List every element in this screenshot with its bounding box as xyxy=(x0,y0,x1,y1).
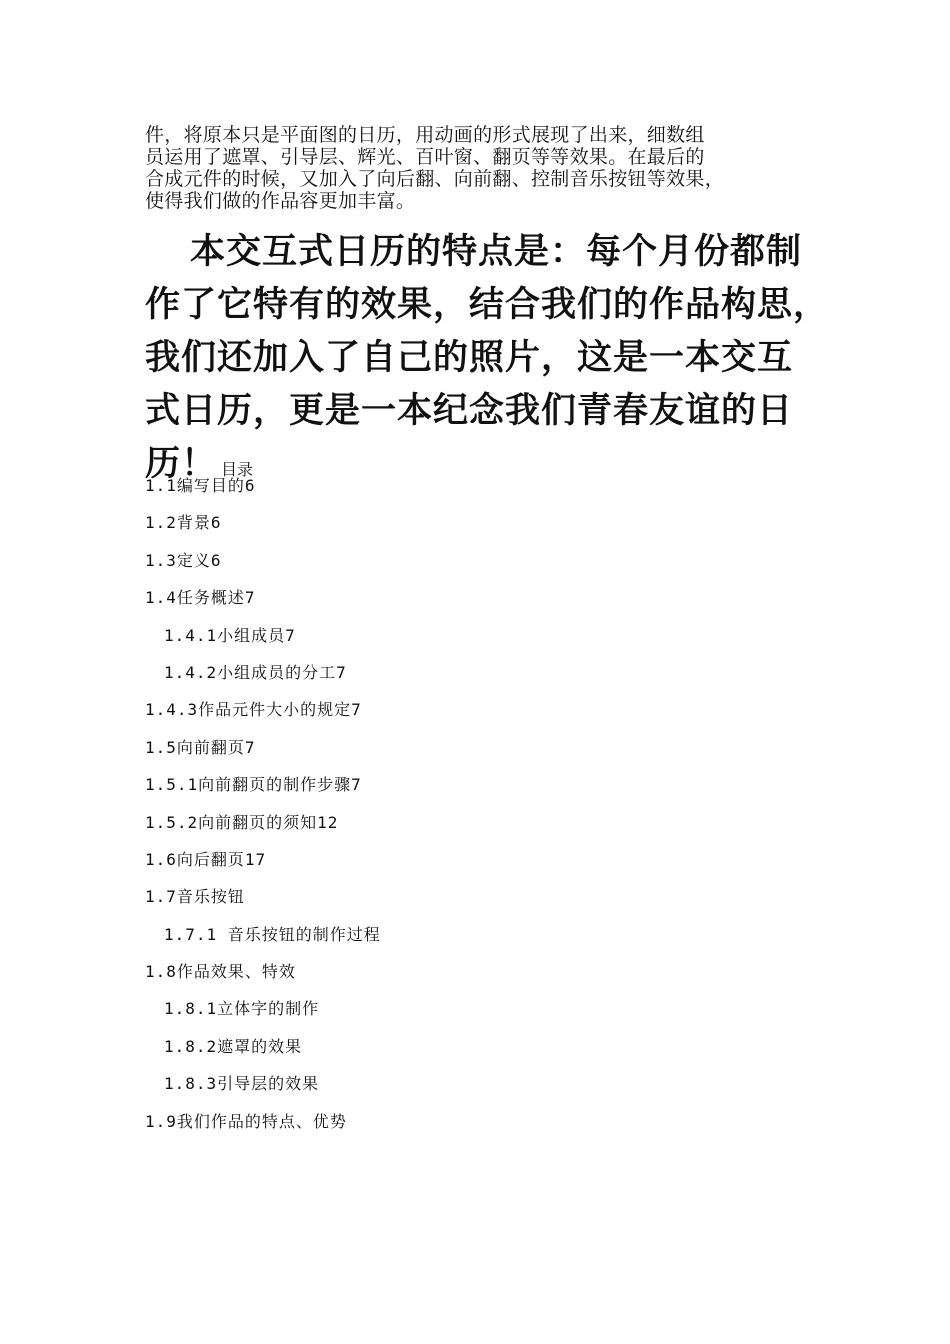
feature-line: 作了它特有的效果，结合我们的作品构思， xyxy=(145,285,830,325)
toc-entry[interactable]: 1.6向后翻页17 xyxy=(145,849,267,869)
intro-paragraph xyxy=(145,124,805,212)
intro-line: 使得我们做的作品容更加丰富。 xyxy=(145,190,416,212)
intro-line: 员运用了遮罩、引导层、辉光、百叶窗、翻页等等效果。在最后的 xyxy=(145,146,705,168)
feature-line-end: 历！ xyxy=(145,444,218,484)
toc-entry[interactable]: 1.4.1小组成员7 xyxy=(164,625,296,645)
toc-entry[interactable]: 1.9我们作品的特点、优势 xyxy=(145,1111,347,1131)
toc-entry[interactable]: 1.7音乐按钮 xyxy=(145,887,245,907)
feature-line: 本交互式日历的特点是：每个月份都制 xyxy=(190,232,803,272)
toc-entry[interactable]: 1.3定义6 xyxy=(145,550,222,570)
intro-line: 件，将原本只是平面图的日历，用动画的形式展现了出来，细数组 xyxy=(145,124,705,146)
toc-entry[interactable]: 1.4.3作品元件大小的规定7 xyxy=(145,700,362,720)
toc-entry[interactable]: 1.7.1 音乐按钮的制作过程 xyxy=(164,924,381,944)
toc-entry[interactable]: 1.8.2遮罩的效果 xyxy=(164,1036,303,1056)
toc-entry[interactable]: 1.4任务概述7 xyxy=(145,588,256,608)
table-of-contents xyxy=(145,471,381,1144)
intro-line: 合成元件的时候，又加入了向后翻、向前翻、控制音乐按钮等效果， xyxy=(145,168,725,190)
toc-entry[interactable]: 1.2背景6 xyxy=(145,513,222,533)
toc-entry[interactable]: 1.4.2小组成员的分工7 xyxy=(164,662,347,682)
feature-paragraph xyxy=(145,226,830,496)
toc-entry[interactable]: 1.5向前翻页7 xyxy=(145,737,256,757)
toc-entry[interactable]: 1.8作品效果、特效 xyxy=(145,962,296,982)
feature-line: 我们还加入了自己的照片，这是一本交互 xyxy=(145,338,794,378)
toc-entry[interactable]: 1.8.1立体字的制作 xyxy=(164,999,320,1019)
feature-line: 式日历，更是一本纪念我们青春友谊的日 xyxy=(145,391,794,431)
toc-entry[interactable]: 1.5.2向前翻页的须知12 xyxy=(145,812,339,832)
toc-title: 目录 xyxy=(221,460,254,479)
toc-entry[interactable]: 1.5.1向前翻页的制作步骤7 xyxy=(145,775,362,795)
toc-entry[interactable]: 1.8.3引导层的效果 xyxy=(164,1074,320,1094)
toc-entry[interactable]: 1.1编写目的6 xyxy=(145,476,256,495)
